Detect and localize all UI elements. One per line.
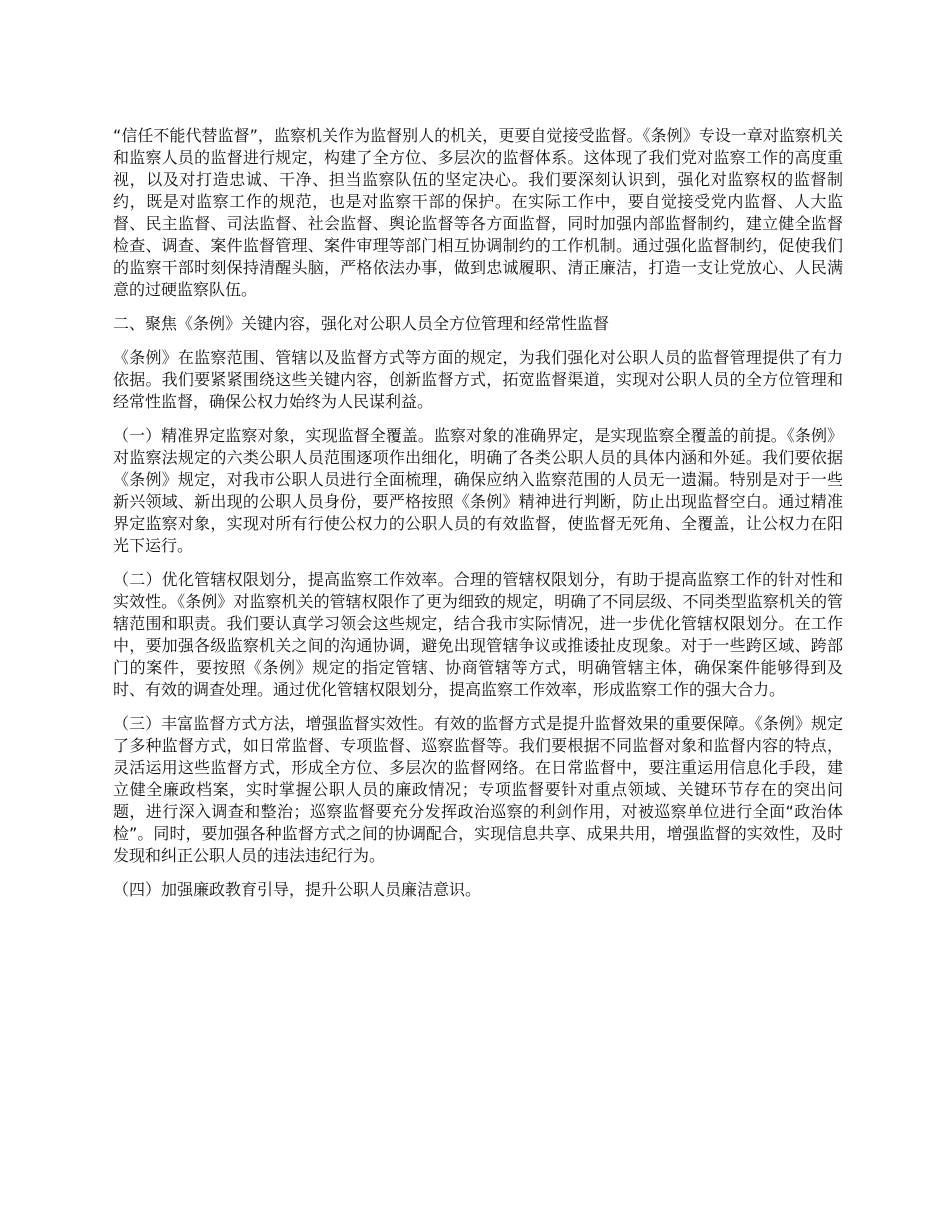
paragraph-key-content-intro: 《条例》在监察范围、管辖以及监督方式等方面的规定，为我们强化对公职人员的监督管理提供了有力依据。我们要紧紧围绕这些关键内容，创新监督方式，拓宽监督渠道，实现对公职人员的全方位管理和经常性监督，确保公权力始终为人民谋利益。 [113, 348, 843, 411]
paragraph-item-one: （一）精准界定监察对象，实现监督全覆盖。监察对象的准确界定，是实现监察全覆盖的前提。《条例》对监察法规定的六类公职人员范围逐项作出细化，明确了各类公职人员的具体内涵和外延。我们要依据《条例》规定，对我市公职人员进行全面梳理，确保应纳入监察范围的人员无一遗漏。特别是对于一些新兴领域、新出现的公职人员身份，要严格按照《条例》精神进行判断，防止出现监督空白。通过精准界定监察对象，实现对所有行使公权力的公职人员的有效监督，使监督无死角、全覆盖，让公权力在阳光下运行。 [113, 426, 843, 555]
paragraph-item-two: （二）优化管辖权限划分，提高监察工作效率。合理的管辖权限划分，有助于提高监察工作的针对性和实效性。《条例》对监察机关的管辖权限作了更为细致的规定，明确了不同层级、不同类型监察机关的管辖范围和职责。我们要认真学习领会这些规定，结合我市实际情况，进一步优化管辖权限划分。在工作中，要加强各级监察机关之间的沟通协调，避免出现管辖争议或推诿扯皮现象。对于一些跨区域、跨部门的案件，要按照《条例》规定的指定管辖、协商管辖等方式，明确管辖主体，确保案件能够得到及时、有效的调查处理。通过优化管辖权限划分，提高监察工作效率，形成监察工作的强大合力。 [113, 570, 843, 699]
section-heading-two: 二、聚焦《条例》关键内容，强化对公职人员全方位管理和经常性监督 [113, 314, 610, 333]
paragraph-item-three: （三）丰富监督方式方法，增强监督实效性。有效的监督方式是提升监督效果的重要保障。《条例》规定了多种监督方式，如日常监督、专项监督、巡察监督等。我们要根据不同监督对象和监督内容的特点，灵活运用这些监督方式，形成全方位、多层次的监督网络。在日常监督中，要注重运用信息化手段，建立健全廉政档案，实时掌握公职人员的廉政情况；专项监督要针对重点领域、关键环节存在的突出问题，进行深入调查和整治；巡察监督要充分发挥政治巡察的利剑作用，对被巡察单位进行全面“政治体检”。同时，要加强各种监督方式之间的协调配合，实现信息共享、成果共用，增强监督的实效性，及时发现和纠正公职人员的违法违纪行为。 [113, 714, 843, 865]
paragraph-supervision-of-supervisors: “信任不能代替监督”，监察机关作为监督别人的机关，更要自觉接受监督。《条例》专设一章对监察机关和监察人员的监督进行规定，构建了全方位、多层次的监督体系。这体现了我们党对监察工作的高度重视，以及对打造忠诚、干净、担当监察队伍的坚定决心。我们要深刻认识到，强化对监察权的监督制约，既是对监察工作的规范，也是对监察干部的保护。在实际工作中，要自觉接受党内监督、人大监督、民主监督、司法监督、社会监督、舆论监督等各方面监督，同时加强内部监督制约，建立健全监督检查、调查、案件监督管理、案件审理等部门相互协调制约的工作机制。通过强化监督制约，促使我们的监察干部时刻保持清醒头脑，严格依法办事，做到忠诚履职、清正廉洁，打造一支让党放心、人民满意的过硬监察队伍。 [113, 126, 843, 299]
paragraph-item-four: （四）加强廉政教育引导，提升公职人员廉洁意识。 [113, 880, 482, 899]
document-body [113, 125, 843, 913]
